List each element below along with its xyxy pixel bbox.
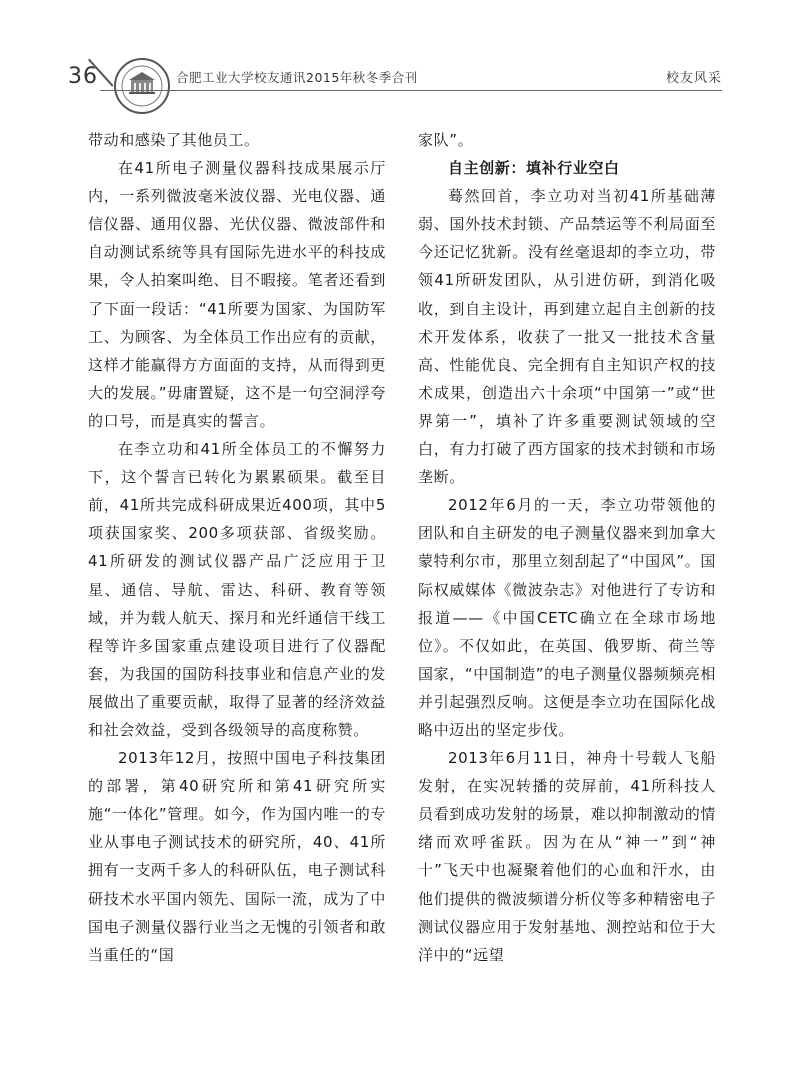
- right-paragraph-3: 2013年6月11日，神舟十号载人飞船发射，在实况转播的荧屏前，41所科技人员看到成功发射的场景，难以抑制激动的情绪而欢呼雀跃。因为在从“神一”到“神十”飞天中也凝聚着他们的心血和汗水，由他们提供的微波频谱分析仪等多种精密电子测试仪器应用于发射基地、测控站和位于大洋中的“远望: [418, 749, 716, 964]
- page-number: 36: [68, 64, 98, 89]
- left-paragraph-4: 2013年12月，按照中国电子科技集团的部署，第40研究所和第41研究所实施“一体化”管理。如今，作为国内唯一的专业从事电子测试技术的研究所，40、41所拥有一支两千多人的科研队伍，电子测试科研技术水平国内领先、国际一流，成为了中国电子测量仪器行业当之无愧的引领者和敢当重任的“国: [88, 749, 386, 964]
- journal-title: 合肥工业大学校友通讯2015年秋冬季合刊: [176, 70, 418, 85]
- right-paragraph-1: 蓦然回首，李立功对当初41所基础薄弱、国外技术封锁、产品禁运等不利局面至今还记忆犹新。没有丝毫退却的李立功，带领41所研发团队，从引进仿研，到消化吸收，到自主设计，再到建立起自主创新的技术开发体系，收获了一批又一批技术含量高、性能优良、完全拥有自主知识产权的技术成果，创造出六十余项“中国第一”或“世界第一”，填补了许多重要测试领域的空白，有力打破了西方国家的技术封锁和市场垄断。: [418, 187, 716, 487]
- right-column: [418, 126, 716, 969]
- left-paragraph-2: 在41所电子测量仪器科技成果展示厅内，一系列微波毫米波仪器、光电仪器、通信仪器、通用仪器、光伏仪器、微波部件和自动测试系统等具有国际先进水平的科技成果，令人拍案叫绝、目不暇接。笔者还看到了下面一段话：“41所要为国家、为国防军工、为顾客、为全体员工作出应有的贡献，这样才能赢得方方面面的支持，从而得到更大的发展。”毋庸置疑，这不是一句空洞浮夸的口号，而是真实的誓言。: [88, 159, 386, 430]
- header-rule: [100, 90, 722, 91]
- university-seal-icon: [112, 56, 172, 116]
- left-paragraph-3: 在李立功和41所全体员工的不懈努力下，这个誓言已转化为累累硕果。截至目前，41所共完成科研成果近400项，其中5项获国家奖、200多项获部、省级奖励。41所研发的测试仪器产品广泛应用于卫星、通信、导航、雷达、科研、教育等领域，并为载人航天、探月和光纤通信干线工程等许多国家重点建设项目进行了仪器配套，为我国的国防科技事业和信息产业的发展做出了重要贡献，取得了显著的经济效益和社会效益，受到各级领导的高度称赞。: [88, 440, 386, 739]
- right-continuation: 家队”。: [418, 131, 474, 149]
- section-subheading: 自主创新：填补行业空白: [448, 159, 620, 178]
- section-title: 校友风采: [665, 71, 722, 86]
- left-paragraph-1: 带动和感染了其他员工。: [88, 131, 260, 149]
- right-paragraph-2: 2012年6月的一天，李立功带领他的团队和自主研发的电子测量仪器来到加拿大蒙特利尔市，那里立刻刮起了“中国风”。国际权威媒体《微波杂志》对他进行了专访和报道——《中国CETC确立在全球市场地位》。不仅如此，在英国、俄罗斯、荷兰等国家，“中国制造”的电子测量仪器频频亮相并引起强烈反响。这便是李立功在国际化战略中迈出的坚定步伐。: [418, 496, 716, 739]
- left-column: [88, 126, 386, 969]
